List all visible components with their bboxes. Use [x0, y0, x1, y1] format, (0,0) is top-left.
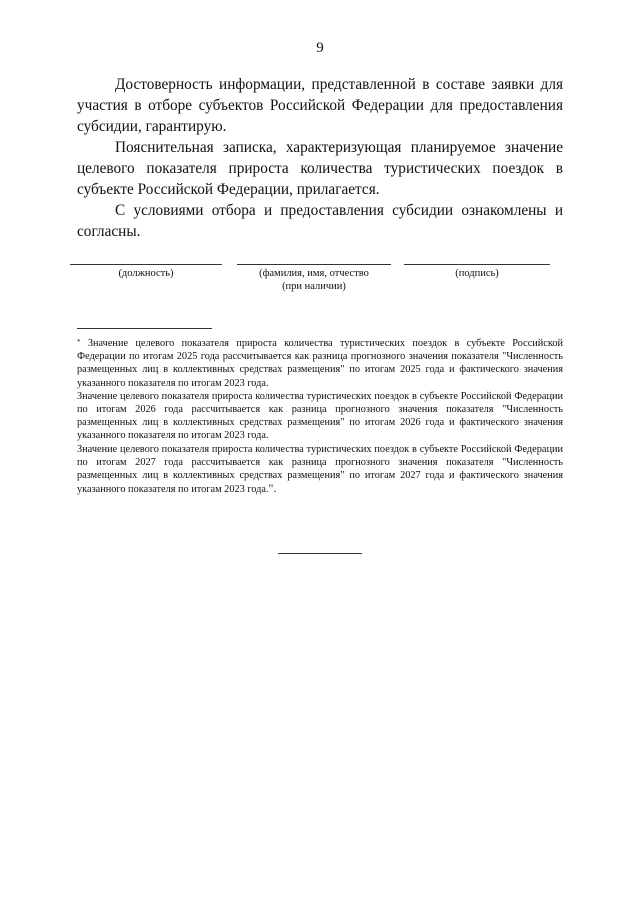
footnote-text: Значение целевого показателя прироста количества туристических поездок в субъекте Российской Федерации по итогам 2027 года рассчитывается как разница прогнозного значения показателя "Численность размещенных лиц в коллективных средствах размещения" по итогам 2027 года и фактического значения указанного показателя по итогам 2023 года.	[77, 443, 563, 496]
paragraph-guarantee: Достоверность информации, представленной в составе заявки для участия в отборе субъектов Российской Федерации для предоставления субсидии, гарантирую.	[77, 76, 563, 135]
end-of-document-rule	[278, 553, 362, 554]
footnote-separator	[77, 328, 212, 329]
footnotes	[77, 337, 563, 496]
position-caption: (должность)	[118, 268, 174, 279]
footnote-item-2025	[77, 337, 563, 390]
page-number: 9	[316, 40, 324, 56]
position-line	[70, 264, 222, 265]
footnote-text: Значение целевого показателя прироста количества туристических поездок в субъекте Российской Федерации по итогам 2025 года рассчитывается как разница прогнозного значения показателя "Численность размещенных лиц в коллективных средствах размещения" по итогам 2025 года и фактического значения указанного показателя по итогам 2023 года.	[77, 338, 564, 389]
signature-block	[0, 264, 640, 304]
full-name-caption-note: (при наличии)	[282, 281, 346, 292]
closing-quote-mark: ".	[268, 481, 277, 496]
footnote-marker: *	[77, 338, 81, 346]
position-field	[70, 264, 222, 280]
footnote-text: Значение целевого показателя прироста количества туристических поездок в субъекте Российской Федерации по итогам 2026 года рассчитывается как разница прогнозного значения показателя "Численность размещенных лиц в коллективных средствах размещения" по итогам 2026 года и фактического значения указанного показателя по итогам 2023 года.	[77, 390, 563, 442]
paragraph-conditions-agreement: С условиями отбора и предоставления субсидии ознакомлены и согласны.	[77, 202, 563, 240]
signature-field	[404, 264, 550, 280]
paragraph-explanatory-note: Пояснительная записка, характеризующая планируемое значение целевого показателя прироста количества туристических поездок в субъекте Российской Федерации, прилагается.	[77, 139, 563, 198]
full-name-line	[237, 264, 391, 265]
signature-line	[404, 264, 550, 265]
footnote-item-2027	[77, 443, 563, 497]
full-name-caption: (фамилия, имя, отчество	[259, 268, 369, 279]
footnote-item-2026	[77, 390, 563, 443]
body-text	[77, 74, 563, 242]
signature-caption: (подпись)	[455, 268, 499, 279]
full-name-field	[237, 264, 391, 293]
